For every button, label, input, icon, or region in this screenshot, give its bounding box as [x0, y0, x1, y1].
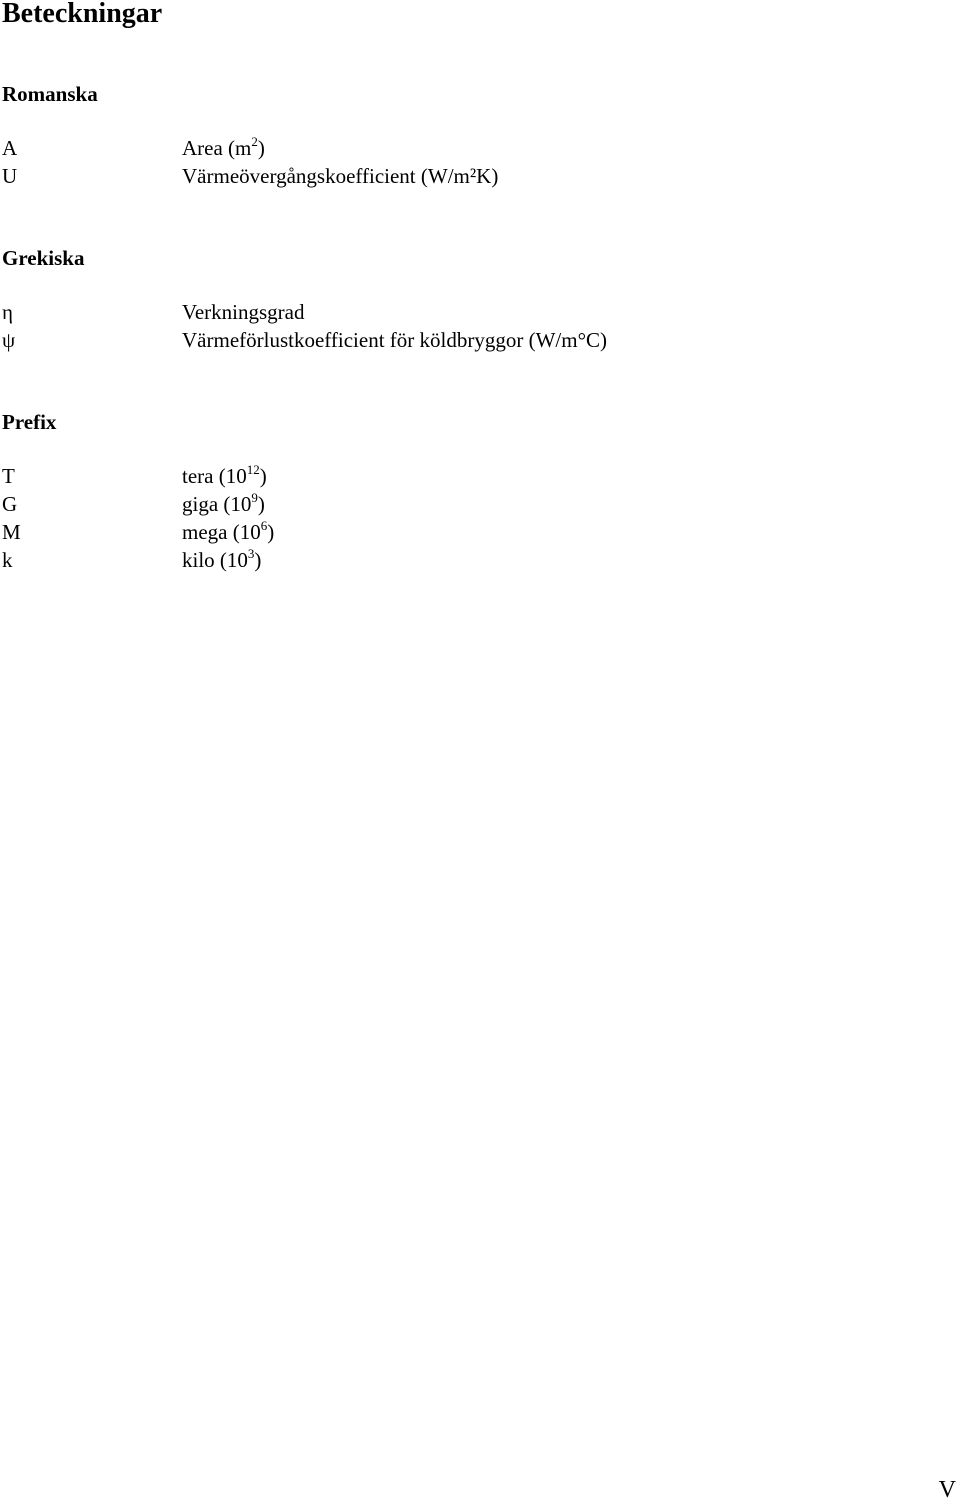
grekiska-list	[2, 298, 902, 354]
romanska-list	[2, 134, 902, 190]
page-number: V	[938, 1477, 956, 1503]
section-grekiska-heading	[2, 244, 902, 272]
section-heading: Romanska	[2, 82, 98, 106]
term-description: Verkningsgrad	[182, 300, 305, 324]
term-desc-tail: )	[267, 520, 275, 544]
term-symbol: M	[2, 520, 21, 544]
term-row-giga	[2, 490, 902, 518]
term-desc-text: kilo (10	[182, 548, 248, 572]
term-symbol: k	[2, 548, 13, 572]
term-row-u	[2, 162, 902, 190]
term-row-tera	[2, 462, 902, 490]
term-symbol: η	[2, 300, 13, 324]
term-superscript: 3	[247, 546, 255, 561]
term-description	[182, 518, 274, 546]
term-desc-tail: )	[259, 464, 267, 488]
prefix-list	[2, 462, 902, 574]
term-superscript: 6	[260, 518, 268, 533]
term-description	[182, 490, 265, 518]
term-desc-text: mega (10	[182, 520, 261, 544]
term-symbol: ψ	[2, 328, 16, 352]
term-symbol: T	[2, 464, 15, 488]
term-row-area	[2, 134, 902, 162]
term-desc-tail: )	[257, 136, 265, 160]
term-desc-tail: )	[254, 548, 262, 572]
page-title: Beteckningar	[2, 0, 163, 29]
term-description: Värmeövergångskoefficient (W/m²K)	[182, 164, 499, 188]
term-desc-text: Area (m	[182, 136, 252, 160]
term-superscript: 12	[246, 462, 260, 477]
term-description: Värmeförlustkoefficient för köldbryggor (W/m°C)	[182, 328, 607, 352]
term-superscript: 9	[251, 490, 258, 505]
term-row-psi	[2, 326, 902, 354]
term-symbol: U	[2, 164, 18, 188]
term-description	[182, 134, 265, 162]
section-romanska-heading	[2, 80, 902, 108]
term-description	[182, 462, 267, 490]
term-description	[182, 546, 261, 574]
section-heading: Prefix	[2, 410, 57, 434]
term-row-eta	[2, 298, 902, 326]
term-symbol: G	[2, 492, 18, 516]
section-prefix-heading	[2, 408, 902, 436]
term-symbol: A	[2, 136, 18, 160]
term-row-mega	[2, 518, 902, 546]
term-desc-tail: )	[257, 492, 265, 516]
term-desc-text: tera (10	[182, 464, 247, 488]
section-heading: Grekiska	[2, 246, 85, 270]
term-row-kilo	[2, 546, 902, 574]
term-superscript: 2	[251, 134, 258, 149]
term-desc-text: giga (10	[182, 492, 252, 516]
